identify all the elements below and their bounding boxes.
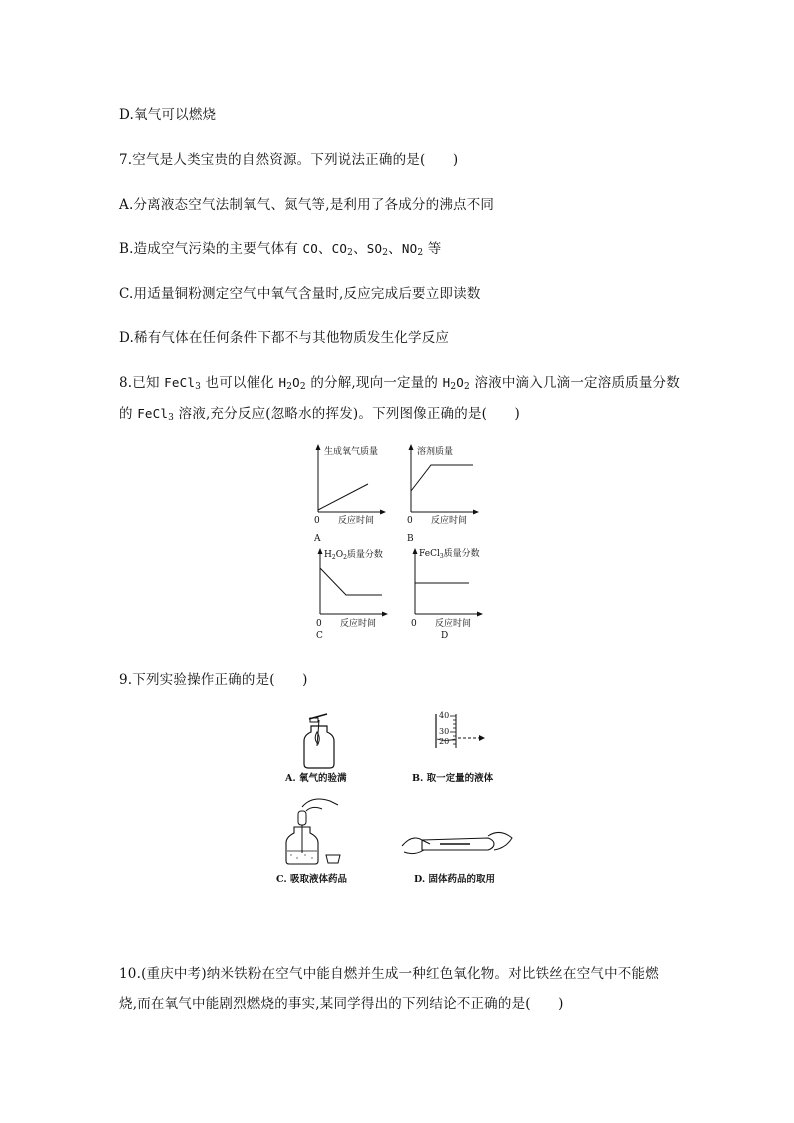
graph-a-letter: A (314, 534, 321, 544)
oxygen-test-illustration (285, 708, 365, 788)
caption-c: C. 吸取液体药品 (276, 874, 348, 885)
tick-20: 20 (439, 737, 450, 746)
measuring-cylinder-illustration (412, 708, 512, 788)
question-8-line-1: 8.已知 FeCl$_3$ 也可以催化 $H_2O_2$ 的分解,现向一定量的 $H_2O_2$ 溶液中滴入几滴一定溶质质量分数 (119, 375, 680, 392)
graph-c (302, 544, 392, 649)
q7-option-a: A.分离液态空气法制氧气、氮气等,是利用了各成分的沸点不同 (119, 197, 495, 213)
graph-d-ylabel: FeCl$_3$质量分数 (419, 549, 480, 560)
graph-a-origin: 0 (314, 516, 320, 526)
graph-c-ylabel: $H_2O_2$质量分数 (324, 550, 383, 561)
graph-b-ylabel: 溶剂质量 (417, 447, 454, 457)
tick-30: 30 (439, 727, 450, 736)
graph-d-xlabel: 反应时间 (435, 619, 472, 629)
question-7: 7.空气是人类宝贵的自然资源。下列说法正确的是( ) (119, 152, 459, 168)
graph-d-letter: D (441, 631, 449, 641)
question-9: 9.下列实验操作正确的是( ) (119, 672, 308, 688)
q7-option-d: D.稀有气体在任何条件下都不与其他物质发生化学反应 (119, 330, 450, 346)
caption-b: B. 取一定量的液体 (412, 773, 494, 784)
graph-c-xlabel: 反应时间 (340, 619, 377, 629)
graph-c-curve (320, 568, 382, 595)
graph-d (397, 544, 487, 649)
caption-a: A. 氧气的验满 (285, 773, 347, 784)
graph-a-ylabel: 生成氧气质量 (324, 447, 379, 457)
question-10-line-1: 10.(重庆中考)纳米铁粉在空气中能自燃并生成一种红色氧化物。对比铁丝在空气中不能燃 (119, 966, 659, 982)
graph-b-origin: 0 (407, 516, 413, 526)
question-10-line-2: 烧,而在氧气中能剧烈燃烧的事实,某同学得出的下列结论不正确的是( ) (119, 996, 564, 1012)
graph-a-curve (318, 484, 368, 510)
graph-a-xlabel: 反应时间 (338, 516, 375, 526)
dropper-illustration (272, 795, 382, 890)
solid-sampling-illustration (400, 822, 520, 892)
graph-b (393, 440, 483, 545)
graph-b-xlabel: 反应时间 (431, 516, 468, 526)
option-d-oxygen-burns: D.氧气可以燃烧 (119, 107, 217, 123)
q7-option-c: C.用适量铜粉测定空气中氧气含量时,反应完成后要立即读数 (119, 286, 481, 302)
question-8-line-2: 的 FeCl$_3$ 溶液,充分反应(忽略水的挥发)。下列图像正确的是( ) (119, 406, 520, 423)
graph-b-letter: B (407, 534, 414, 544)
q7-option-b: B.造成空气污染的主要气体有 CO、$CO_2$、$SO_2$、$NO_2$ 等 (119, 241, 442, 258)
graph-c-letter: C (316, 631, 323, 641)
graph-b-curve (411, 465, 473, 491)
caption-d: D. 固体药品的取用 (414, 874, 496, 885)
graph-a (300, 440, 390, 545)
tick-40: 40 (439, 711, 450, 720)
graph-d-origin: 0 (411, 619, 417, 629)
graph-c-origin: 0 (316, 619, 322, 629)
